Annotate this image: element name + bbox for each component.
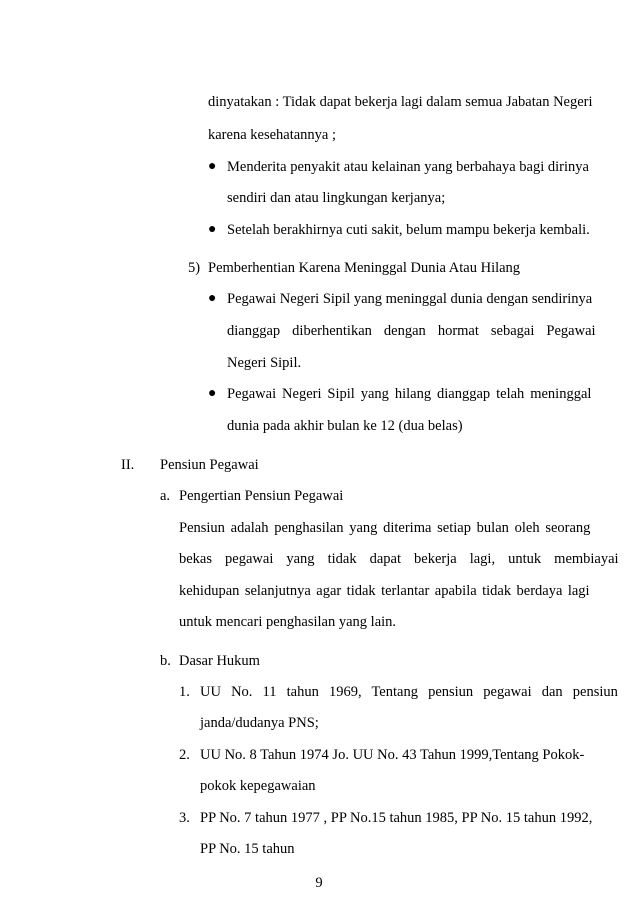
continuation-line-1: dinyatakan : Tidak dapat bekerja lagi dalam semua Jabatan Negeri	[208, 94, 593, 110]
law-item-3-number: 3.	[179, 810, 190, 826]
subsection-a-letter: a.	[160, 488, 171, 504]
continuation-bullet-2-line-1: Setelah berakhirnya cuti sakit, belum mampu bekerja kembali.	[227, 222, 590, 238]
bullet-icon: ●	[208, 291, 217, 306]
bullet-icon: ●	[208, 222, 217, 237]
item-5-bullet-2-line-1: Pegawai Negeri Sipil yang hilang dianggap telah meninggal	[227, 386, 592, 402]
law-item-1-number: 1.	[179, 684, 190, 700]
subsection-a-heading: Pengertian Pensiun Pegawai	[179, 488, 344, 504]
continuation-bullet-1-line-1	[227, 158, 589, 176]
law-item-2-line-2: pokok kepegawaian	[200, 778, 316, 794]
section-2-heading: Pensiun Pegawai	[160, 457, 259, 473]
item-5-bullet-1-line-2: dianggap diberhentikan dengan hormat sebagai Pegawai	[227, 323, 596, 339]
subsection-a-paragraph-line-1: Pensiun adalah penghasilan yang diterima setiap bulan oleh seorang	[179, 520, 591, 536]
section-2-numeral: II.	[121, 457, 135, 473]
bullet-icon: ●	[208, 159, 217, 174]
continuation-bullet-1-line-2: sendiri dan atau lingkungan kerjanya;	[227, 190, 446, 206]
subsection-b-heading: Dasar Hukum	[179, 653, 260, 669]
item-5-bullet-1-line-3: Negeri Sipil.	[227, 355, 302, 371]
item-5-heading: Pemberhentian Karena Meninggal Dunia Atau Hilang	[208, 260, 521, 276]
item-5-bullet-1-line-1: Pegawai Negeri Sipil yang meninggal dunia dengan sendirinya	[227, 291, 593, 307]
subsection-a-paragraph-line-3: kehidupan selanjutnya agar tidak terlantar apabila tidak berdaya lagi	[179, 583, 590, 599]
continuation-line-2: karena kesehatannya ;	[208, 127, 337, 143]
text: Menderita penyakit atau kelainan yang berbahaya bagi dirinya	[227, 159, 589, 175]
law-item-1-line-2: janda/dudanya PNS;	[200, 715, 319, 731]
law-item-3-line-1: PP No. 7 tahun 1977 , PP No.15 tahun 1985, PP No. 15 tahun 1992,	[200, 810, 593, 826]
subsection-a-paragraph-line-2: bekas pegawai yang tidak dapat bekerja lagi, untuk membiayai	[179, 551, 619, 567]
law-item-2-line-1: UU No. 8 Tahun 1974 Jo. UU No. 43 Tahun 1999,Tentang Pokok-	[200, 747, 585, 763]
subsection-a-paragraph-line-4: untuk mencari penghasilan yang lain.	[179, 614, 397, 630]
page-number: 9	[315, 875, 323, 891]
law-item-3-line-2: PP No. 15 tahun	[200, 841, 295, 857]
subsection-b-letter: b.	[160, 653, 171, 669]
item-5-number: 5)	[188, 260, 201, 276]
law-item-2-number: 2.	[179, 747, 190, 763]
bullet-icon: ●	[208, 386, 217, 401]
item-5-bullet-2-line-2: dunia pada akhir bulan ke 12 (dua belas)	[227, 418, 463, 434]
law-item-1-line-1: UU No. 11 tahun 1969, Tentang pensiun pegawai dan pensiun	[200, 684, 618, 700]
